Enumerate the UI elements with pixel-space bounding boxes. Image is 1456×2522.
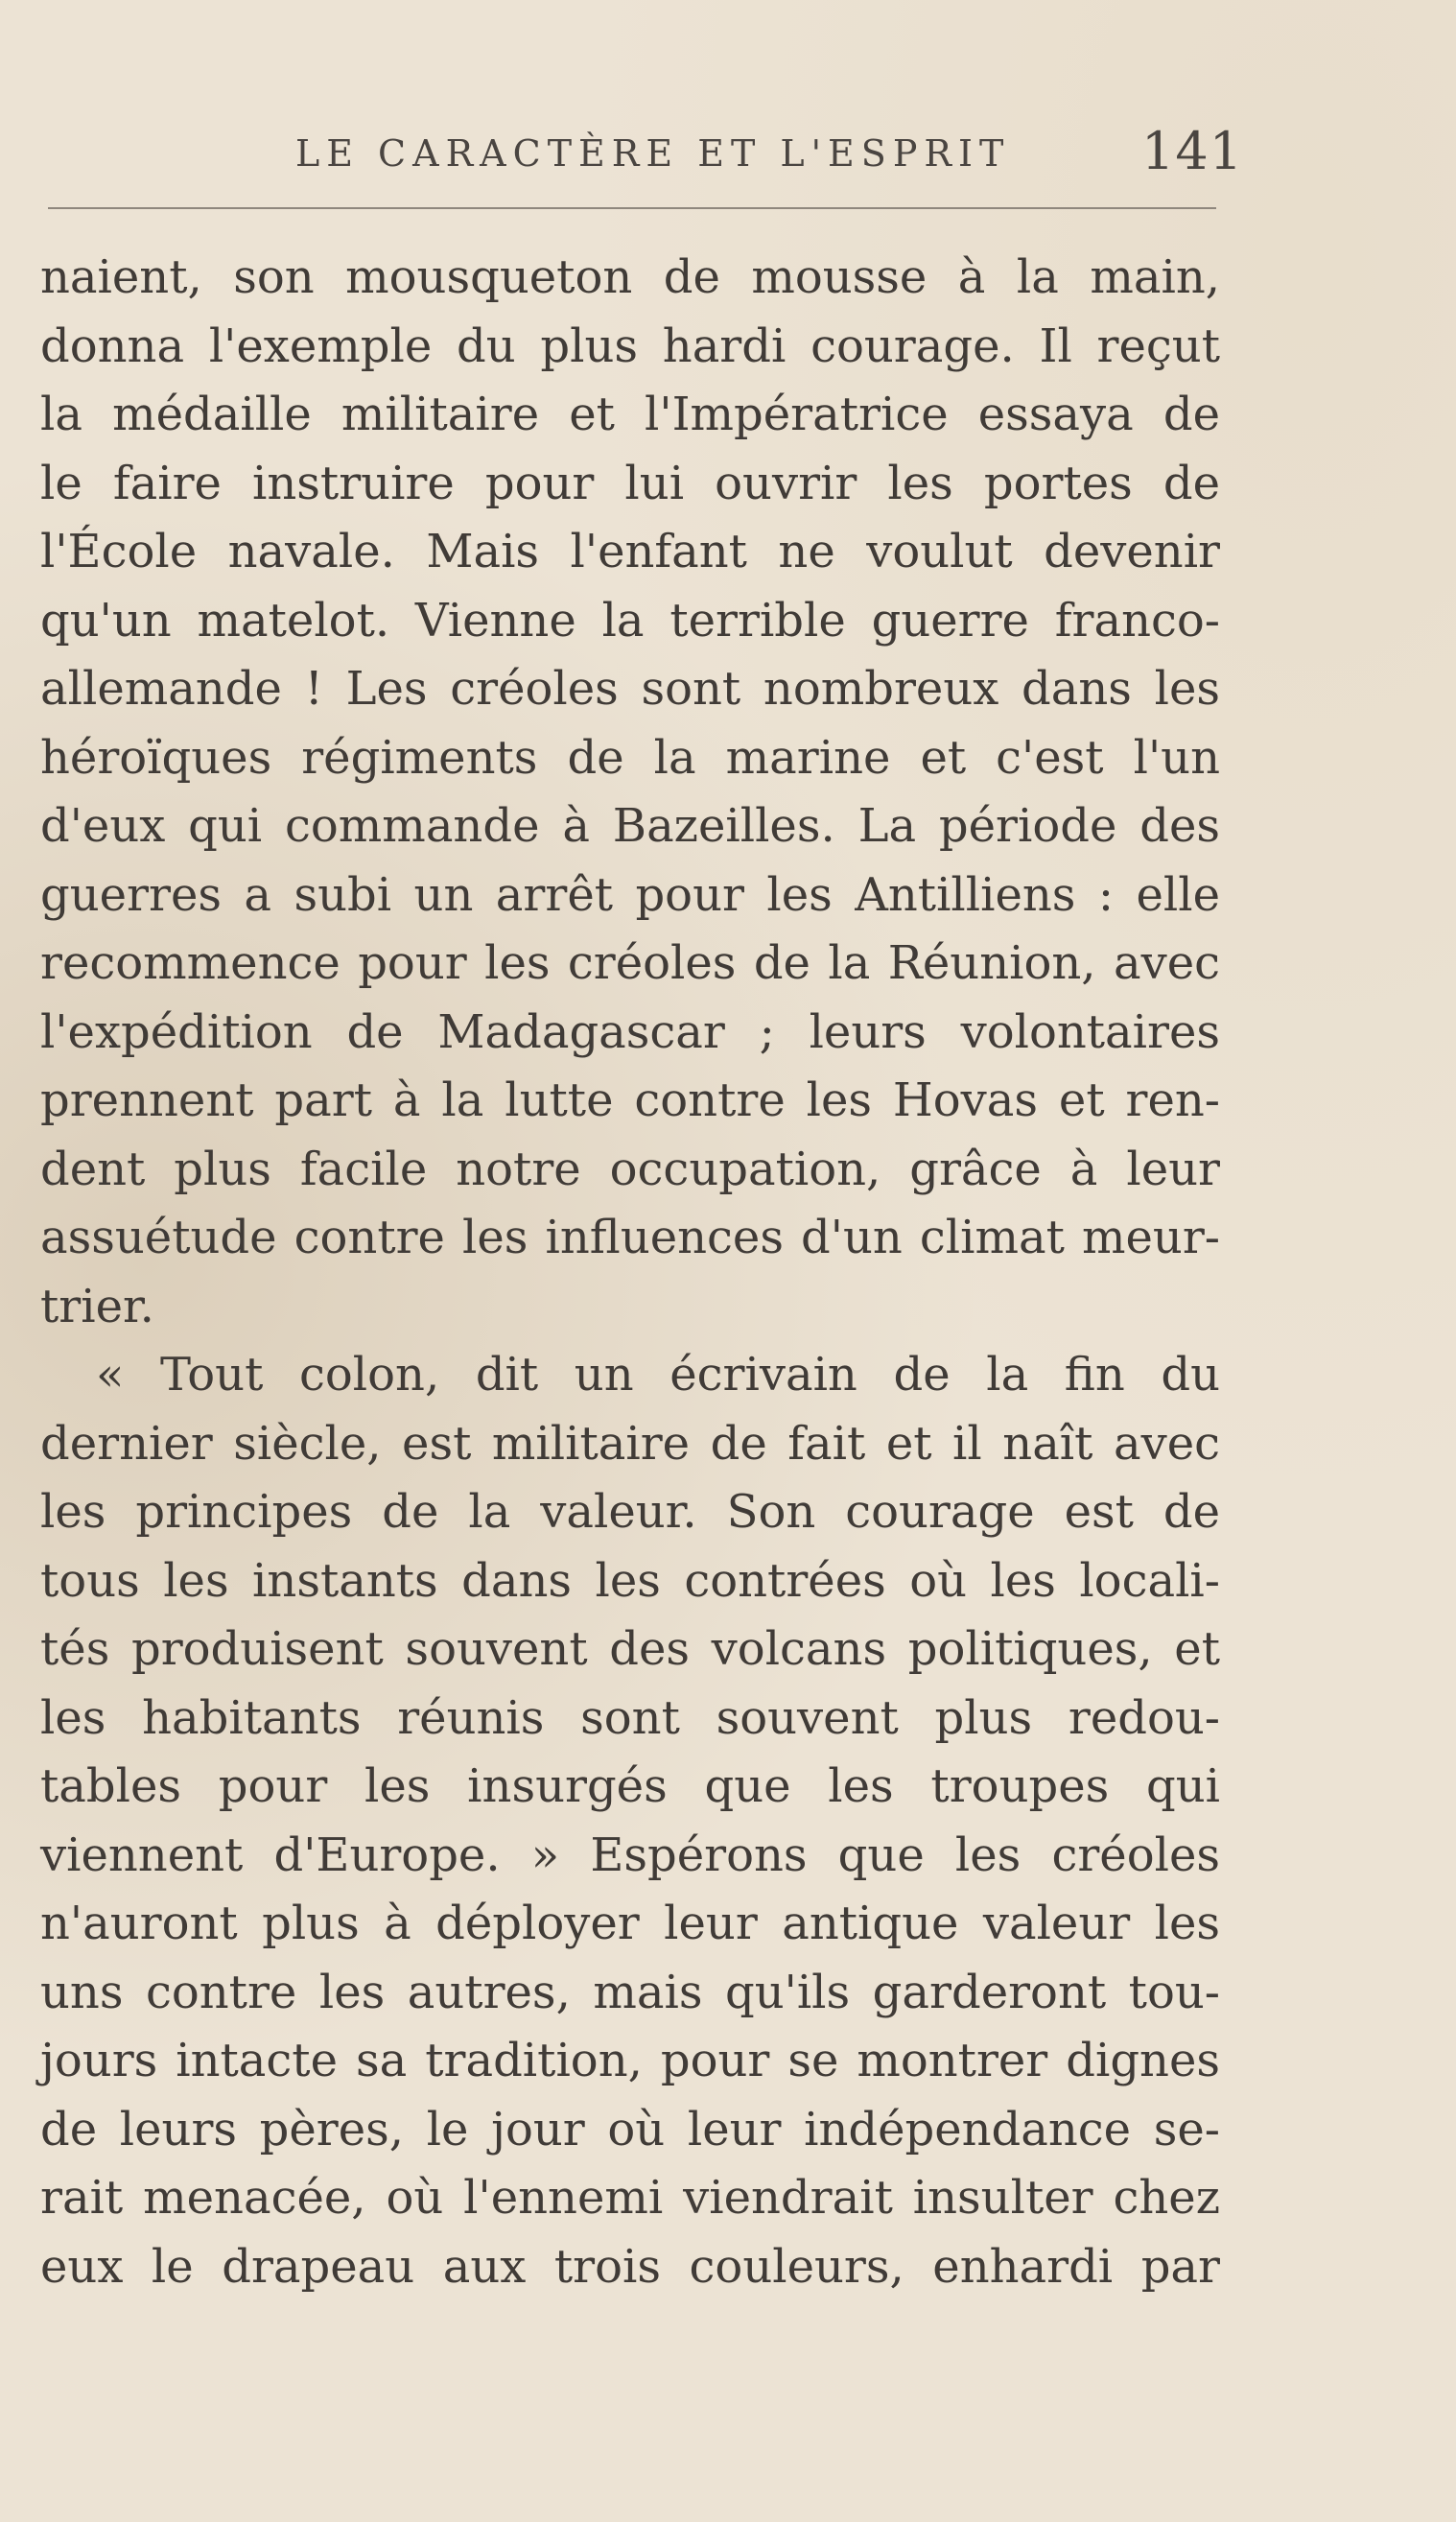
text-line: la médaille militaire et l'Impératrice essaya de <box>40 388 1220 441</box>
page-number: 141 <box>1141 121 1244 181</box>
text-line: tous les instants dans les contrées où les locali- <box>40 1553 1220 1608</box>
text-line: viennent d'Europe. » Espérons que les créoles <box>40 1827 1220 1882</box>
text-line: les habitants réunis sont souvent plus redou- <box>40 1690 1220 1745</box>
text-line: recommence pour les créoles de la Réunion, avec <box>40 936 1220 990</box>
text-line: d'eux qui commande à Bazeilles. La période des <box>40 799 1220 853</box>
text-line: rait menacée, où l'ennemi viendrait insulter chez <box>40 2171 1220 2225</box>
body-text <box>40 244 1220 2301</box>
text-line: prennent part à la lutte contre les Hovas et ren- <box>40 1073 1220 1127</box>
text-line: jours intacte sa tradition, pour se montrer dignes <box>40 2034 1220 2087</box>
text-line: tés produisent souvent des volcans politiques, et <box>40 1622 1220 1676</box>
header-rule <box>48 207 1216 209</box>
text-line: naient, son mousqueton de mousse à la main, <box>40 250 1220 304</box>
text-line: « Tout colon, dit un écrivain de la fin du <box>96 1348 1220 1402</box>
text-line: n'auront plus à déployer leur antique valeur les <box>40 1897 1220 1950</box>
text-line: assuétude contre les influences d'un climat meur- <box>40 1211 1220 1264</box>
running-head-title: LE CARACTÈRE ET L'ESPRIT <box>295 132 1011 175</box>
text-line: allemande ! Les créoles sont nombreux dans les <box>40 662 1220 716</box>
text-line: eux le drapeau aux trois couleurs, enhardi par <box>40 2239 1220 2294</box>
text-line: l'École navale. Mais l'enfant ne voulut devenir <box>40 525 1220 578</box>
text-line: qu'un matelot. Vienne la terrible guerre franco- <box>40 593 1220 648</box>
text-line: trier. <box>40 1279 154 1333</box>
text-line: dernier siècle, est militaire de fait et il naît avec <box>40 1416 1220 1471</box>
text-line: donna l'exemple du plus hardi courage. Il reçut <box>40 318 1220 373</box>
text-line: dent plus facile notre occupation, grâce à leur <box>40 1142 1220 1196</box>
text-line: de leurs pères, le jour où leur indépendance se- <box>40 2102 1220 2157</box>
text-line: le faire instruire pour lui ouvrir les portes de <box>40 456 1220 510</box>
text-line: l'expédition de Madagascar ; leurs volontaires <box>40 1004 1220 1059</box>
text-line: uns contre les autres, mais qu'ils garderont tou- <box>40 1965 1220 2019</box>
text-line: héroïques régiments de la marine et c'est l'un <box>40 730 1220 785</box>
text-line: tables pour les insurgés que les troupes qui <box>40 1759 1220 1813</box>
text-line: les principes de la valeur. Son courage est de <box>40 1485 1220 1539</box>
text-line: guerres a subi un arrêt pour les Antilliens : elle <box>40 867 1220 922</box>
